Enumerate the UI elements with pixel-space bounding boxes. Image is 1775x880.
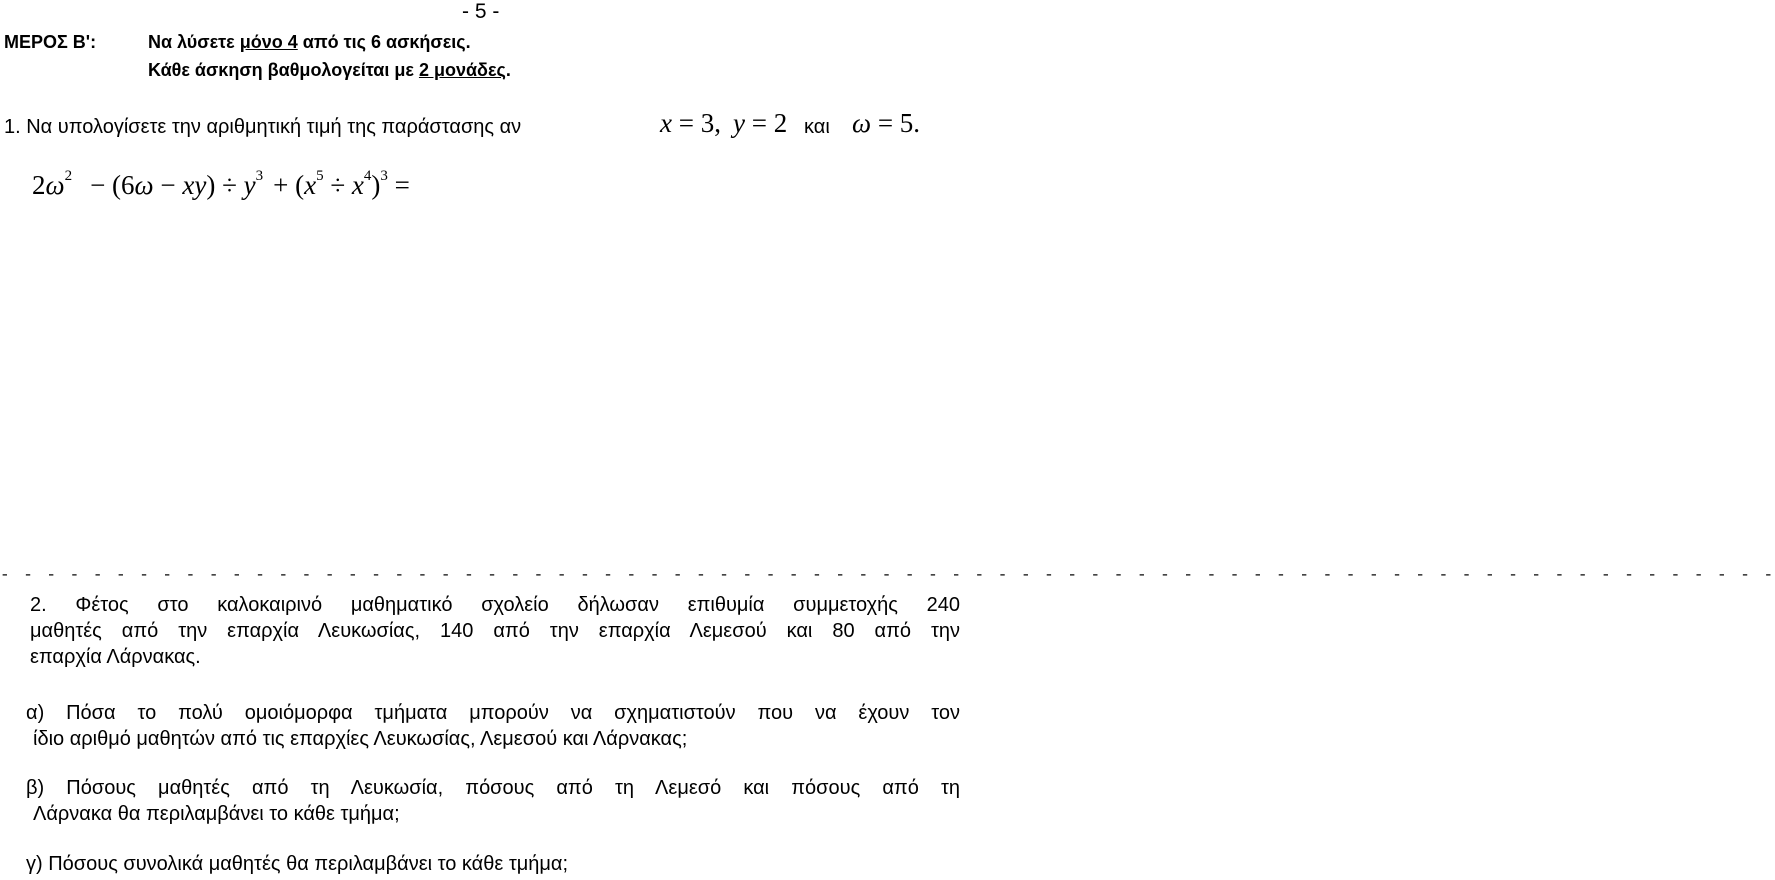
part-a-line: ίδιο αριθμό μαθητών από τις επαρχίες Λευκωσίας, Λεμεσού και Λάρνακας; [33,728,688,750]
section-label: ΜΕΡΟΣ Β': [4,32,97,52]
expr-var: ω [134,170,154,200]
exercise-2-line: επαρχία Λάρνακας. [30,646,201,668]
instructions-line-2 [148,60,511,81]
instructions-text: Κάθε άσκηση βαθμολογείται με [148,60,419,80]
expr-exponent: 3 [255,168,264,184]
expr-part: − [153,170,183,200]
expr-var: x [351,170,364,200]
expr-exponent: 4 [363,168,372,184]
part-b-line: β) Πόσους μαθητές από τη Λευκωσία, πόσους από τη Λεμεσό και πόσους από τη [26,777,960,799]
var-w: ω [852,108,872,138]
instructions-underlined: 2 μονάδες [418,60,506,80]
expr-var: ω [45,170,65,200]
instructions-text: . [505,60,511,80]
expr-part: = [387,170,410,200]
value-y: = 2 [744,108,788,138]
part-b-line: Λάρνακα θα περιλαμβάνει το κάθε τμήμα; [33,803,400,825]
page-number: - 5 - [462,0,500,23]
instructions-underlined: μόνο 4 [239,32,298,52]
expr-exponent: 3 [380,168,388,184]
section-divider: - - - - - - - - - - - - - - - - - - - - - - - - - - - - - - - - - - - - - - - - - - - - - - - - - - - - - - - - - - - - - - - - - - - - - - - - - - - - - [0,566,1775,584]
condition-w [852,108,920,139]
expr-part: 2 [32,170,46,200]
exercise-1-prompt: 1. Να υπολογίσετε την αριθμητική τιμή της παράστασης αν [4,116,522,138]
exercise-2-part-a [26,700,960,752]
expr-var: xy [182,170,207,200]
value-w: = 5. [871,108,921,138]
var-x: x [660,108,672,138]
conjunction-and: και [804,116,830,138]
instructions-text: από τις 6 ασκήσεις. [297,32,471,52]
exercise-2-line: 2. Φέτος στο καλοκαιρινό μαθηματικό σχολείο δήλωσαν επιθυμία συμμετοχής 240 [30,594,960,616]
var-y: y [733,108,745,138]
expr-var: y [243,170,256,200]
expr-part: + ( [273,170,305,200]
expr-var: x [304,170,317,200]
expr-part: ) [371,170,381,200]
instructions-text: Να λύσετε [148,32,240,52]
exercise-2-part-c: γ) Πόσους συνολικά μαθητές θα περιλαμβάνει το κάθε τμήμα; [26,853,569,875]
exercise-1-expression [32,170,410,201]
exercise-2-line: μαθητές από την επαρχία Λευκωσίας, 140 από την επαρχία Λεμεσού και 80 από την [30,620,960,642]
value-x: = 3, [671,108,721,138]
instructions-line-1 [148,32,471,53]
condition-x [660,108,721,139]
expr-part: ÷ [323,170,352,200]
exercise-2-part-b [26,775,960,827]
condition-y [733,108,787,139]
expr-part: ) ÷ [206,170,244,200]
exercise-2-statement [30,592,960,670]
expr-exponent: 2 [64,168,73,184]
part-a-line: α) Πόσα το πολύ ομοιόμορφα τμήματα μπορούν να σχηματιστούν που να έχουν τον [26,702,960,724]
expr-exponent: 5 [316,168,324,184]
expr-part: − (6 [90,170,135,200]
